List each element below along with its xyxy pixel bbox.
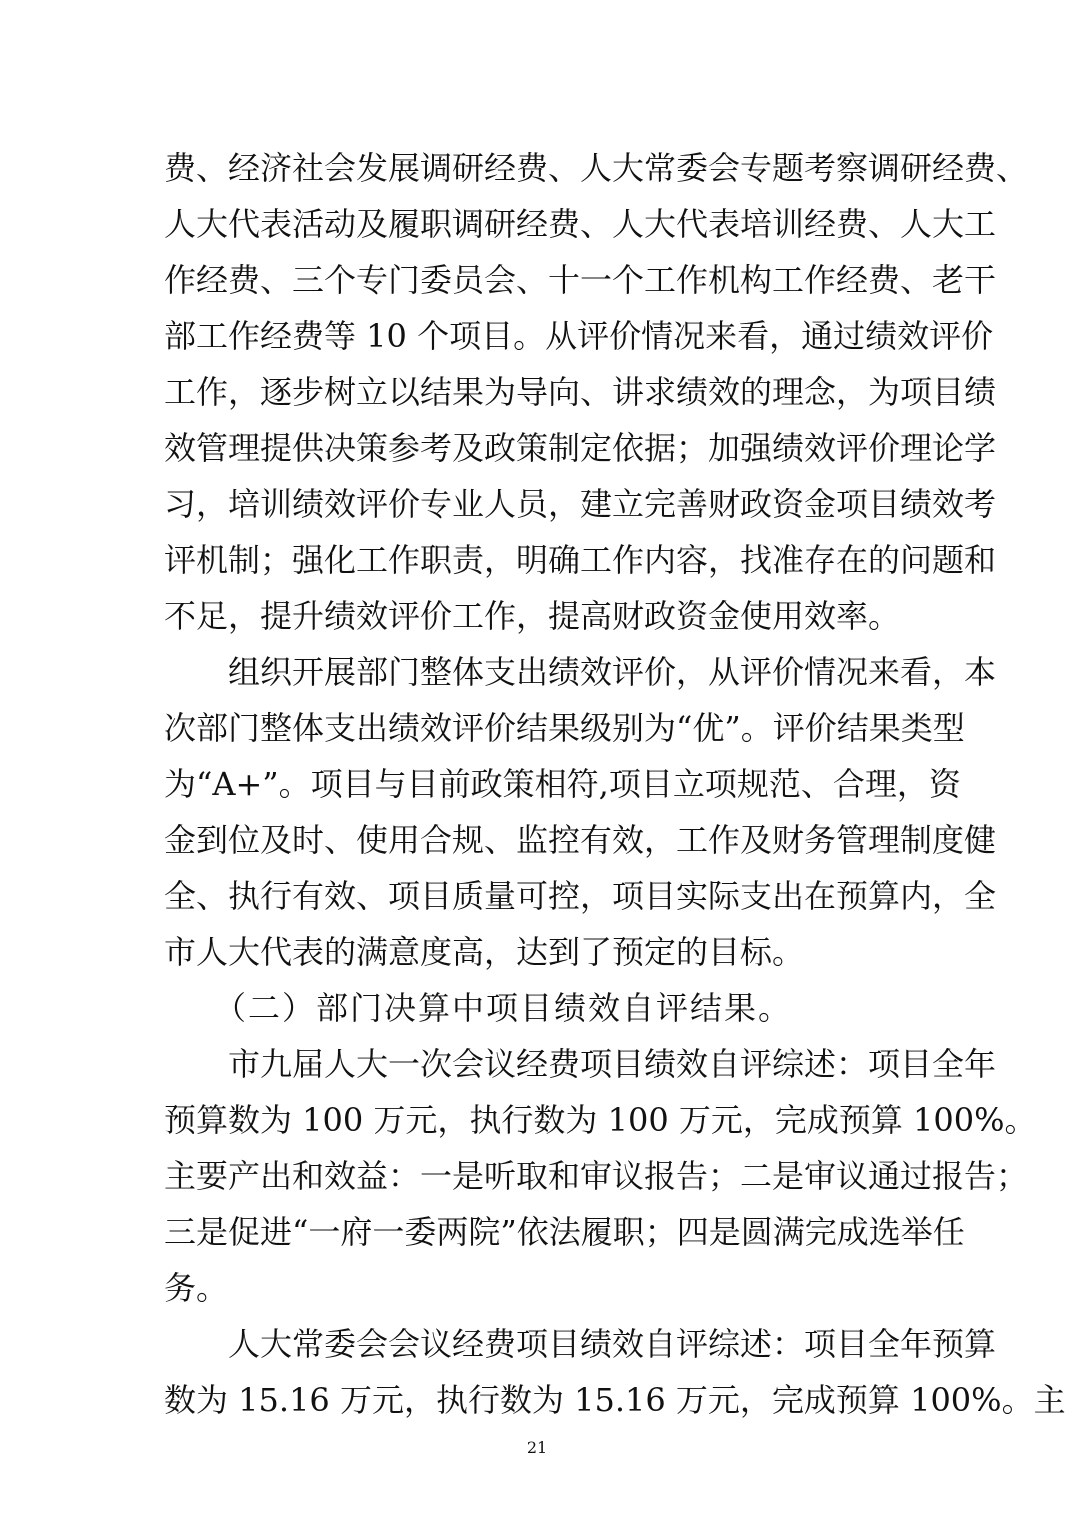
section-heading: （二）部门决算中项目绩效自评结果。 [214, 989, 793, 1027]
paragraph-1-line-1: 费、经济社会发展调研经费、人大常委会专题考察调研经费、 [164, 149, 1029, 187]
paragraph-3-line-4: 三是促进“一府一委两院”依法履职；四是圆满完成选举任 [164, 1213, 965, 1251]
paragraph-4-line-1: 人大常委会会议经费项目绩效自评综述：项目全年预算 [228, 1325, 997, 1363]
paragraph-3-line-2: 预算数为 100 万元，执行数为 100 万元，完成预算 100%。 [164, 1101, 1037, 1139]
paragraph-1-line-5: 工作，逐步树立以结果为导向、讲求绩效的理念，为项目绩 [164, 373, 997, 411]
paragraph-1-line-4: 部工作经费等 10 个项目。从评价情况来看，通过绩效评价 [164, 317, 994, 355]
paragraph-1-line-9: 不足，提升绩效评价工作，提高财政资金使用效率。 [164, 597, 901, 635]
paragraph-3-line-3: 主要产出和效益：一是听取和审议报告；二是审议通过报告； [164, 1157, 1029, 1195]
paragraph-1-line-6: 效管理提供决策参考及政策制定依据；加强绩效评价理论学 [164, 429, 997, 467]
page-number: 21 [526, 1438, 548, 1457]
paragraph-3-line-5: 务。 [164, 1269, 229, 1307]
paragraph-2-line-1: 组织开展部门整体支出绩效评价，从评价情况来看，本 [228, 653, 997, 691]
paragraph-2-line-6: 市人大代表的满意度高，达到了预定的目标。 [164, 933, 805, 971]
paragraph-2-line-3: 为“A+”。项目与目前政策相符,项目立项规范、合理，资 [164, 765, 961, 803]
paragraph-2-line-5: 全、执行有效、项目质量可控，项目实际支出在预算内，全 [164, 877, 997, 915]
paragraph-4-line-2: 数为 15.16 万元，执行数为 15.16 万元，完成预算 100%。主 [164, 1381, 1066, 1419]
paragraph-1-line-8: 评机制；强化工作职责，明确工作内容，找准存在的问题和 [164, 541, 997, 579]
paragraph-3-line-1: 市九届人大一次会议经费项目绩效自评综述：项目全年 [228, 1045, 997, 1083]
paragraph-2-line-4: 金到位及时、使用合规、监控有效，工作及财务管理制度健 [164, 821, 997, 859]
paragraph-2-line-2: 次部门整体支出绩效评价结果级别为“优”。评价结果类型 [164, 709, 965, 747]
paragraph-1-line-3: 作经费、三个专门委员会、十一个工作机构工作经费、老干 [164, 261, 997, 299]
paragraph-1-line-2: 人大代表活动及履职调研经费、人大代表培训经费、人大工 [164, 205, 997, 243]
paragraph-1-line-7: 习，培训绩效评价专业人员，建立完善财政资金项目绩效考 [164, 485, 997, 523]
